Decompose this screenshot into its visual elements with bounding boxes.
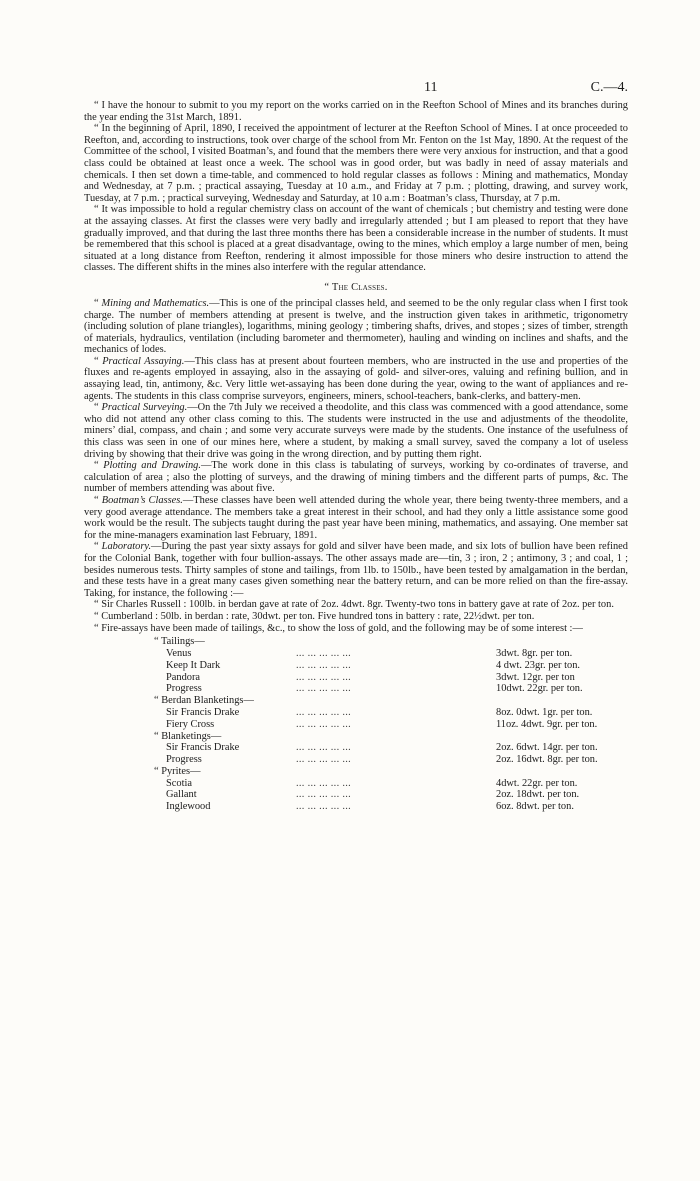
leader-dots: ... ... ... ... ... <box>296 742 352 754</box>
sample-name: Progress <box>166 754 202 766</box>
class-text: —The work done in this class is tabulating of surveys, working by co-ordinates of traverse, and calculation of area ; also the plotting of surveys, and the drawing of mining timbers and the different parts of pumps, &c. The number of members attending was about five. <box>84 460 629 495</box>
table-row <box>84 660 628 672</box>
leader-dots: ... ... ... ... ... <box>296 777 352 789</box>
leader-dots: ... ... ... ... ... <box>296 706 352 718</box>
assay-value: 3dwt. 12gr. per ton <box>496 671 575 683</box>
table-row <box>84 754 628 766</box>
class-text: —During the past year sixty assays for gold and silver have been made, and six lots of bullion have been refined for the Colonial Bank, together with four bullion-assays. The other assays made are—tin, 3 ; iron, 2 ; antimony, 3 ; and coal, 1 ; besides numerous tests. Thirty samples of stone and tailings, from 1lb. to 150lb., have been tested by amalgamation in the berdan, and these tests have in a great many cases given something near the battery return, and can be more relied on than the fire-assay. Taking, for instance, the following :— <box>84 541 628 599</box>
class-paragraph: “ Mining and Mathematics.—This is one of the principal classes held, and seemed to be the only regular class when I first took charge. The number of members attending at present is twelve, and the instruction given takes in arithmetic, trigonometry (including solution of plane triangles), logarithms, mining geology ; timbering shafts, drives, and stopes ; sizes of timber, strength of materials, hydraulics, ventilation (including barometer and thermometer), hauling and winding on inclines and shafts, and the mechanics of lodes. <box>84 297 628 356</box>
class-title: Practical Surveying. <box>101 402 188 414</box>
sample-name: Keep It Dark <box>166 659 221 671</box>
class-paragraph: “ Boatman’s Classes.—These classes have been well attended during the whole year, there being twenty-three members, and a very good average attendance. The members take a great interest in their school, and had they only a little assistance some good work would be the result. The subjects taught during the past year have been mining, mathematics, and assaying. One member sat for the mine-managers examination last February, 1891. <box>84 495 628 541</box>
class-text: —On the 7th July we received a theodolite, and this class was commenced with a good attendance, some who did not attend any other class coming to this. The students were instructed in the use and adjustments of the theodolite, miners’ dial, compass, and chain ; and some very accurate surveys were made by the students. One instance of the usefulness of this class was seen in one of our mines here, where a student, by making a small survey, saved the company a lot of useless driving by showing that their drive was going in the wrong direction, and by putting them right. <box>84 402 628 460</box>
paragraph: “ I have the honour to submit to you my report on the works carried on in the Reefton School of Mines and its branches during the year ending the 31st March, 1891. <box>84 100 628 123</box>
assay-value: 4dwt. 22gr. per ton. <box>496 777 578 789</box>
intro-section <box>84 100 628 274</box>
paragraph: “ Sir Charles Russell : 100lb. in berdan gave at rate of 2oz. 4dwt. 8gr. Twenty-two tons in battery gave at rate of 2oz. per ton. <box>94 599 614 611</box>
leader-dots: ... ... ... ... ... <box>296 683 352 695</box>
section-heading: “ The Classes. <box>324 281 388 293</box>
leader-dots: ... ... ... ... ... <box>296 659 352 671</box>
class-paragraph: “ Practical Surveying.—On the 7th July we received a theodolite, and this class was commenced with a good attendance, some who did not attend any other class coming to this. The students were instructed in the use and adjustments of the theodolite, miners’ dial, compass, and chain ; and some very accurate surveys were made by the students. One instance of the usefulness of this class was seen in one of our mines here, where a student, by making a small survey, saved the company a lot of useless driving by showing that their drive was going in the wrong direction, and by putting them right. <box>84 402 628 460</box>
sample-name: Pandora <box>166 671 201 683</box>
class-title: Mining and Mathematics. <box>101 297 210 309</box>
paragraph: “ Fire-assays have been made of tailings, &c., to show the loss of gold, and the following may be of some interest :— <box>94 622 583 634</box>
table-row <box>84 707 628 719</box>
table-group-heading: “ Blanketings— <box>154 730 222 742</box>
table-row <box>84 742 628 754</box>
sample-name: Venus <box>166 647 192 659</box>
table-row <box>84 719 628 731</box>
assay-value: 10dwt. 22gr. per ton. <box>496 683 583 695</box>
class-title: Laboratory. <box>101 541 152 553</box>
leader-dots: ... ... ... ... ... <box>296 801 352 813</box>
assay-value: 2oz. 6dwt. 14gr. per ton. <box>496 742 598 754</box>
table-row <box>84 789 628 801</box>
table-group-heading: “ Tailings— <box>154 636 205 648</box>
table-row <box>84 683 628 695</box>
class-text: —These classes have been well attended during the whole year, there being twenty-three members, and a very good average attendance. The members take a great interest in their school, and had they only a little assistance some good work would be the result. The subjects taught during the past year have been mining, mathematics, and assaying. One member sat for the mine-managers examination last February, 1891. <box>84 495 628 541</box>
table-row <box>84 778 628 790</box>
class-text: —This class has at present about fourteen members, who are instructed in the use and properties of the fluxes and re-agents employed in assaying, also in the assaying of gold- and silver-ores, valuing and refining bullion, and in assaying lead, tin, antimony, &c. Very little wet-assaying has been done during the year, owing to the want of appliances and re-agents. The students in this class comprise surveyors, engineers, miners, school-teachers, bank-clerks, and battery-men. <box>84 355 628 402</box>
table-group-heading: “ Berdan Blanketings— <box>154 695 254 707</box>
leader-dots: ... ... ... ... ... <box>296 671 352 683</box>
assay-table <box>84 636 628 813</box>
sample-name: Sir Francis Drake <box>166 742 240 754</box>
table-group-heading: “ Pyrites— <box>154 765 201 777</box>
class-paragraph: “ Practical Assaying.—This class has at present about fourteen members, who are instructed in the use and properties of the fluxes and re-agents employed in assaying, also in the assaying of gold- and silver-ores, valuing and refining bullion, and in assaying lead, tin, antimony, &c. Very little wet-assaying has been done during the year, owing to the want of appliances and re-agents. The students in this class comprise surveyors, engineers, miners, school-teachers, bank-clerks, and battery-men. <box>84 355 628 402</box>
table-row <box>84 672 628 684</box>
sample-name: Progress <box>166 683 202 695</box>
leader-dots: ... ... ... ... ... <box>296 718 352 730</box>
table-row <box>84 801 628 813</box>
assay-value: 2oz. 16dwt. 8gr. per ton. <box>496 754 598 766</box>
page-header <box>84 0 628 100</box>
page-number: 11 <box>424 80 438 95</box>
paragraph: “ In the beginning of April, 1890, I received the appointment of lecturer at the Reefton School of Mines. I at once proceeded to Reefton, and, according to instructions, took over charge of the school from Mr. Fenton on the 1st May, 1890. At the request of the Committee of the school, I visited Boatman’s, and found that the members there were very anxious for instruction, and that a good class could be obtained at least once a week. The school was in good order, but was badly in need of assay materials and chemicals. I then set down a time-table, and commenced to hold regular classes as follows : Mining and mathematics, Monday and Wednesday, at 7 p.m. ; practical assaying, Tuesday at 10 a.m., and Friday at 7 p.m. ; plotting, drawing, and survey work, Tuesday, at 7 p.m. ; practical surveying, Wednesday and Saturday, at 10 a.m : Boatman’s class, Thursday, at 7 p.m. <box>84 123 628 204</box>
class-text: —This is one of the principal classes held, and seemed to be the only regular class when I first took charge. The number of members attending at present is twelve, and the instruction given takes in arithmetic, trigonometry (including solution of plane triangles), logarithms, mining geology ; timbering shafts, drives, and stopes ; sizes of timber, strength of materials, hydraulics, ventilation (including barometer and thermometer), hauling and winding on inclines and shafts, and the mechanics of lodes. <box>84 297 628 356</box>
results-section <box>84 599 628 634</box>
assay-value: 8oz. 0dwt. 1gr. per ton. <box>496 706 593 718</box>
assay-value: 11oz. 4dwt. 9gr. per ton. <box>496 718 598 730</box>
sample-name: Scotia <box>166 777 192 789</box>
class-title: Practical Assaying. <box>102 355 185 367</box>
leader-dots: ... ... ... ... ... <box>296 789 352 801</box>
paragraph: “ It was impossible to hold a regular chemistry class on account of the want of chemicals ; but chemistry and testing were done at the assaying classes. At first the classes were very badly and irregularly attended ; but I am pleased to report that they have gradually improved, and that during the last three months there has been a considerable increase in the number of students. It must be remembered that this school is placed at a great disadvantage, owing to the mines, which employ a large number of men, being situated at a long distance from Reefton, rendering it almost impossible for those miners who desire instruction to attend the classes. The different shifts in the mines also interfere with the regular attendance. <box>84 204 628 274</box>
leader-dots: ... ... ... ... ... <box>296 647 352 659</box>
sample-name: Fiery Cross <box>166 718 215 730</box>
class-paragraph: “ Plotting and Drawing.—The work done in this class is tabulating of surveys, working by co-ordinates of traverse, and calculation of area ; also the plotting of surveys, and the drawing of mining timbers and the different parts of pumps, &c. The number of members attending was about five. <box>84 460 629 495</box>
classes-section <box>84 298 628 599</box>
document-reference: C.—4. <box>590 80 628 95</box>
leader-dots: ... ... ... ... ... <box>296 754 352 766</box>
assay-value: 4 dwt. 23gr. per ton. <box>496 659 580 671</box>
sample-name: Gallant <box>166 789 197 801</box>
paragraph: “ Cumberland : 50lb. in berdan : rate, 30dwt. per ton. Five hundred tons in battery : rate, 22½dwt. per ton. <box>94 610 535 622</box>
assay-value: 2oz. 18dwt. per ton. <box>496 789 580 801</box>
sample-name: Inglewood <box>166 801 211 813</box>
class-title: Plotting and Drawing. <box>103 460 201 472</box>
sample-name: Sir Francis Drake <box>166 706 240 718</box>
table-row <box>84 648 628 660</box>
assay-value: 3dwt. 8gr. per ton. <box>496 647 573 659</box>
class-paragraph: “ Laboratory.—During the past year sixty assays for gold and silver have been made, and six lots of bullion have been refined for the Colonial Bank, together with four bullion-assays. The other assays made are—tin, 3 ; iron, 2 ; antimony, 3 ; and coal, 1 ; besides numerous tests. Thirty samples of stone and tailings, from 1lb. to 150lb., have been tested by amalgamation in the berdan, and these tests have in a great many cases given something near the battery return, and can be more relied on than the fire-assay. Taking, for instance, the following :— <box>84 541 628 599</box>
class-title: Boatman’s Classes. <box>101 495 183 506</box>
assay-value: 6oz. 8dwt. per ton. <box>496 801 574 813</box>
